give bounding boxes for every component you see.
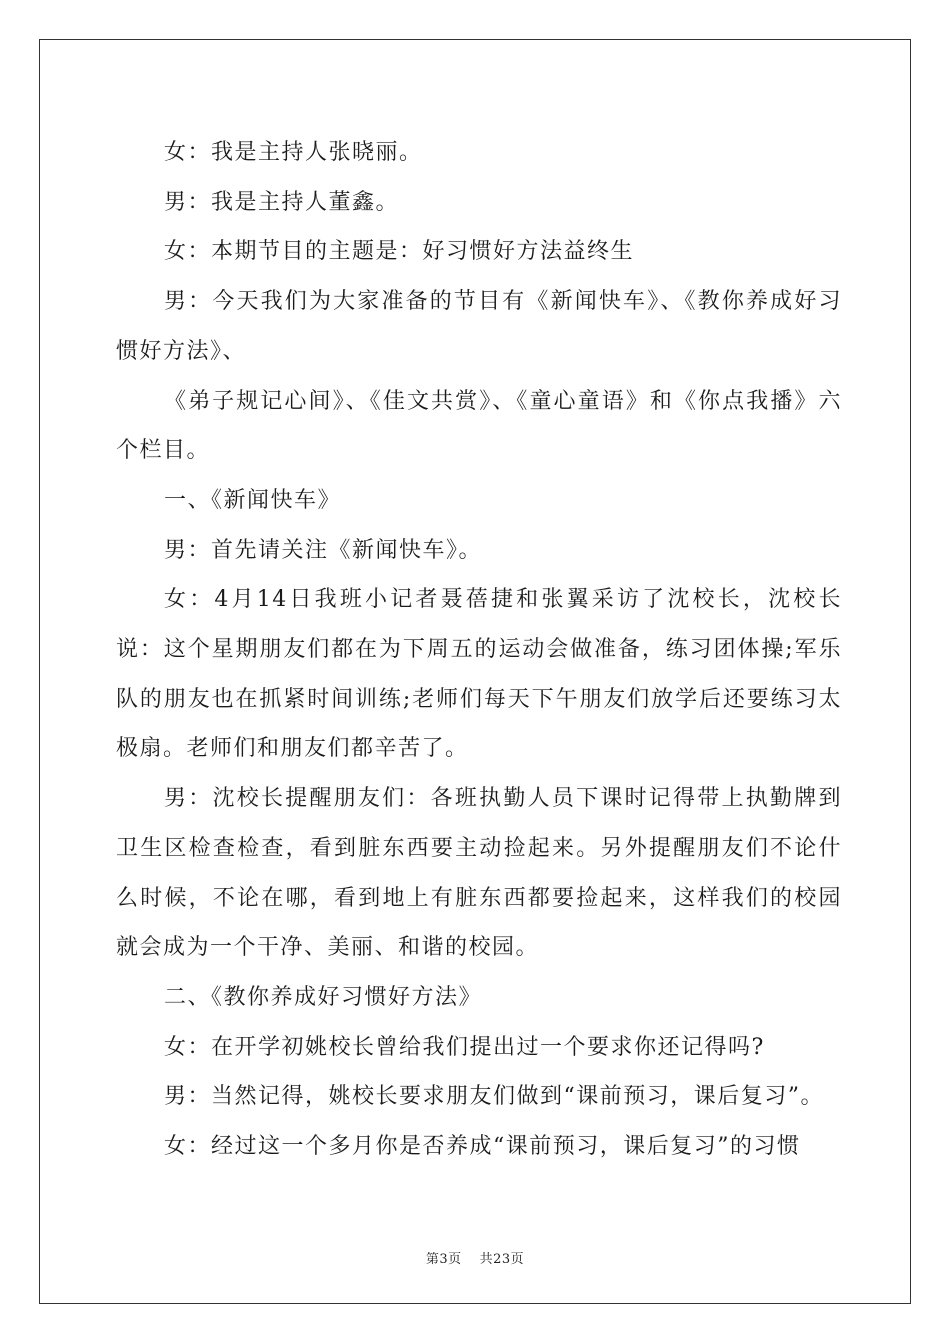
paragraph-12: 男：当然记得，姚校长要求朋友们做到“课前预习，课后复习”。 <box>164 1084 824 1110</box>
document-body <box>116 128 842 1172</box>
paragraph-4: 男：今天我们为大家准备的节目有《新闻快车》、《教你养成好习惯好方法》、 <box>116 289 842 364</box>
paragraph-7: 男：首先请关注《新闻快车》。 <box>164 537 483 563</box>
section-heading-habits: 二、《教你养成好习惯好方法》 <box>164 984 483 1010</box>
paragraph-5: 《弟子规记心间》、《佳文共赏》、《童心童语》和《你点我播》六个栏目。 <box>116 388 842 464</box>
paragraph-9: 男：沈校长提醒朋友们：各班执勤人员下课时记得带上执勤牌到卫生区检查检查，看到脏东西要主动捡起来。另外提醒朋友们不论什么时候，不论在哪，看到地上有脏东西都要捡起来，这样我们的校园就会成为一个干净、美丽、和谐的校园。 <box>116 786 842 961</box>
paragraph-11: 女：在开学初姚校长曾给我们提出过一个要求你还记得吗? <box>164 1034 765 1060</box>
paragraph-8: 女：4月14日我班小记者聂蓓捷和张翼采访了沈校长，沈校长说：这个星期朋友们都在为下周五的运动会做准备，练习团体操;军乐队的朋友也在抓紧时间训练;老师们每天下午朋友们放学后还要练习太极扇。老师们和朋友们都辛苦了。 <box>116 587 842 762</box>
total-pages: 共23页 <box>479 1252 525 1267</box>
paragraph-3: 女：本期节目的主题是：好习惯好方法益终生 <box>164 239 635 265</box>
page-footer <box>0 1248 950 1267</box>
paragraph-2: 男：我是主持人董鑫。 <box>164 189 400 215</box>
paragraph-1: 女：我是主持人张晓丽。 <box>164 140 423 165</box>
paragraph-13: 女：经过这一个多月你是否养成“课前预习，课后复习”的习惯 <box>164 1134 801 1160</box>
page-number: 第3页 <box>425 1252 462 1267</box>
section-heading-news: 一、《新闻快车》 <box>164 487 342 513</box>
